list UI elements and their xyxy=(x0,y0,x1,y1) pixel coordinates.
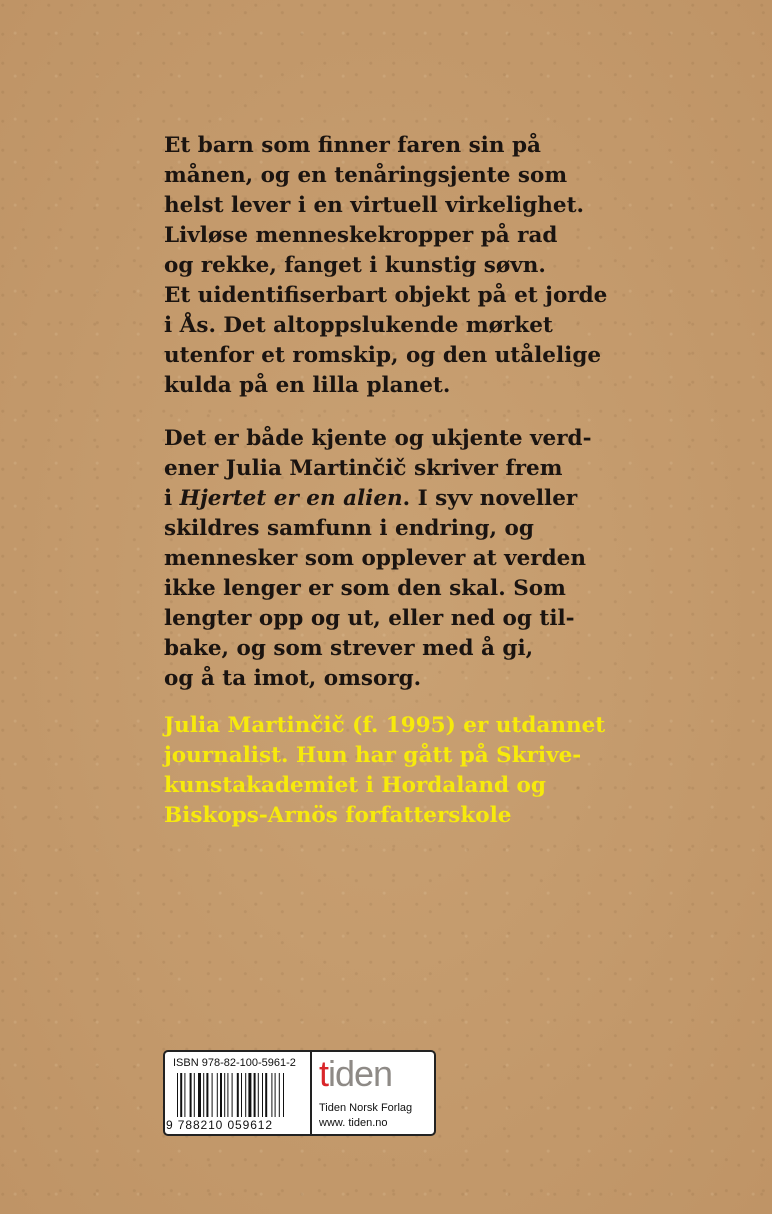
text-line: mennesker som opplever at verden xyxy=(164,546,586,571)
text-line: Julia Martinčič (f. 1995) er utdannet xyxy=(164,713,606,738)
text-line: Biskops-Arnös forfatterskole xyxy=(164,803,512,828)
text-line: og å ta imot, omsorg. xyxy=(164,666,422,691)
text-line: skildres samfunn i endring, og xyxy=(164,516,534,541)
text-line: og rekke, fanget i kunstig søvn. xyxy=(164,253,546,278)
isbn-publisher-box xyxy=(163,1050,436,1136)
text-line: utenfor et romskip, og den utålelige xyxy=(164,343,602,368)
logo-rest: iden xyxy=(328,1053,393,1094)
ean-digits: 9 788210 059612 xyxy=(166,1118,273,1132)
text-line: ikke lenger er som den skal. Som xyxy=(164,576,566,601)
description-paragraph-1 xyxy=(164,131,607,401)
publisher-block xyxy=(312,1052,434,1134)
publisher-name: Tiden Norsk Forlag xyxy=(319,1102,413,1114)
text-fragment: . I syv noveller xyxy=(402,486,578,511)
book-title: Hjertet er en alien xyxy=(179,486,403,511)
text-fragment: i xyxy=(164,486,180,511)
text-line: journalist. Hun har gått på Skrive- xyxy=(164,743,582,768)
text-line: Livløse menneskekropper på rad xyxy=(164,223,558,248)
text-line: bake, og som strever med å gi, xyxy=(164,636,534,661)
text-line: kunstakademiet i Hordaland og xyxy=(164,773,546,798)
barcode-icon xyxy=(173,1073,303,1119)
description-paragraph-2 xyxy=(164,424,592,694)
text-line: Det er både kjente og ukjente verd- xyxy=(164,426,592,451)
logo-letter-t: t xyxy=(319,1053,329,1094)
text-line: Et uidentifiserbart objekt på et jorde xyxy=(164,283,608,308)
author-bio xyxy=(164,711,605,831)
text-line xyxy=(164,484,592,514)
isbn-label: ISBN 978-82-100-5961-2 xyxy=(173,1057,296,1069)
text-line: ener Julia Martinčič skriver frem xyxy=(164,456,563,481)
barcode-area xyxy=(165,1052,312,1134)
text-line: Et barn som finner faren sin på xyxy=(164,133,541,158)
text-line: kulda på en lilla planet. xyxy=(164,373,451,398)
publisher-logo xyxy=(319,1054,392,1094)
text-line: i Ås. Det altoppslukende mørket xyxy=(164,313,553,338)
text-line: helst lever i en virtuell virkelighet. xyxy=(164,193,584,218)
text-line: lengter opp og ut, eller ned og til- xyxy=(164,606,575,631)
text-line: månen, og en tenåringsjente som xyxy=(164,163,568,188)
publisher-url: www. tiden.no xyxy=(319,1117,388,1129)
